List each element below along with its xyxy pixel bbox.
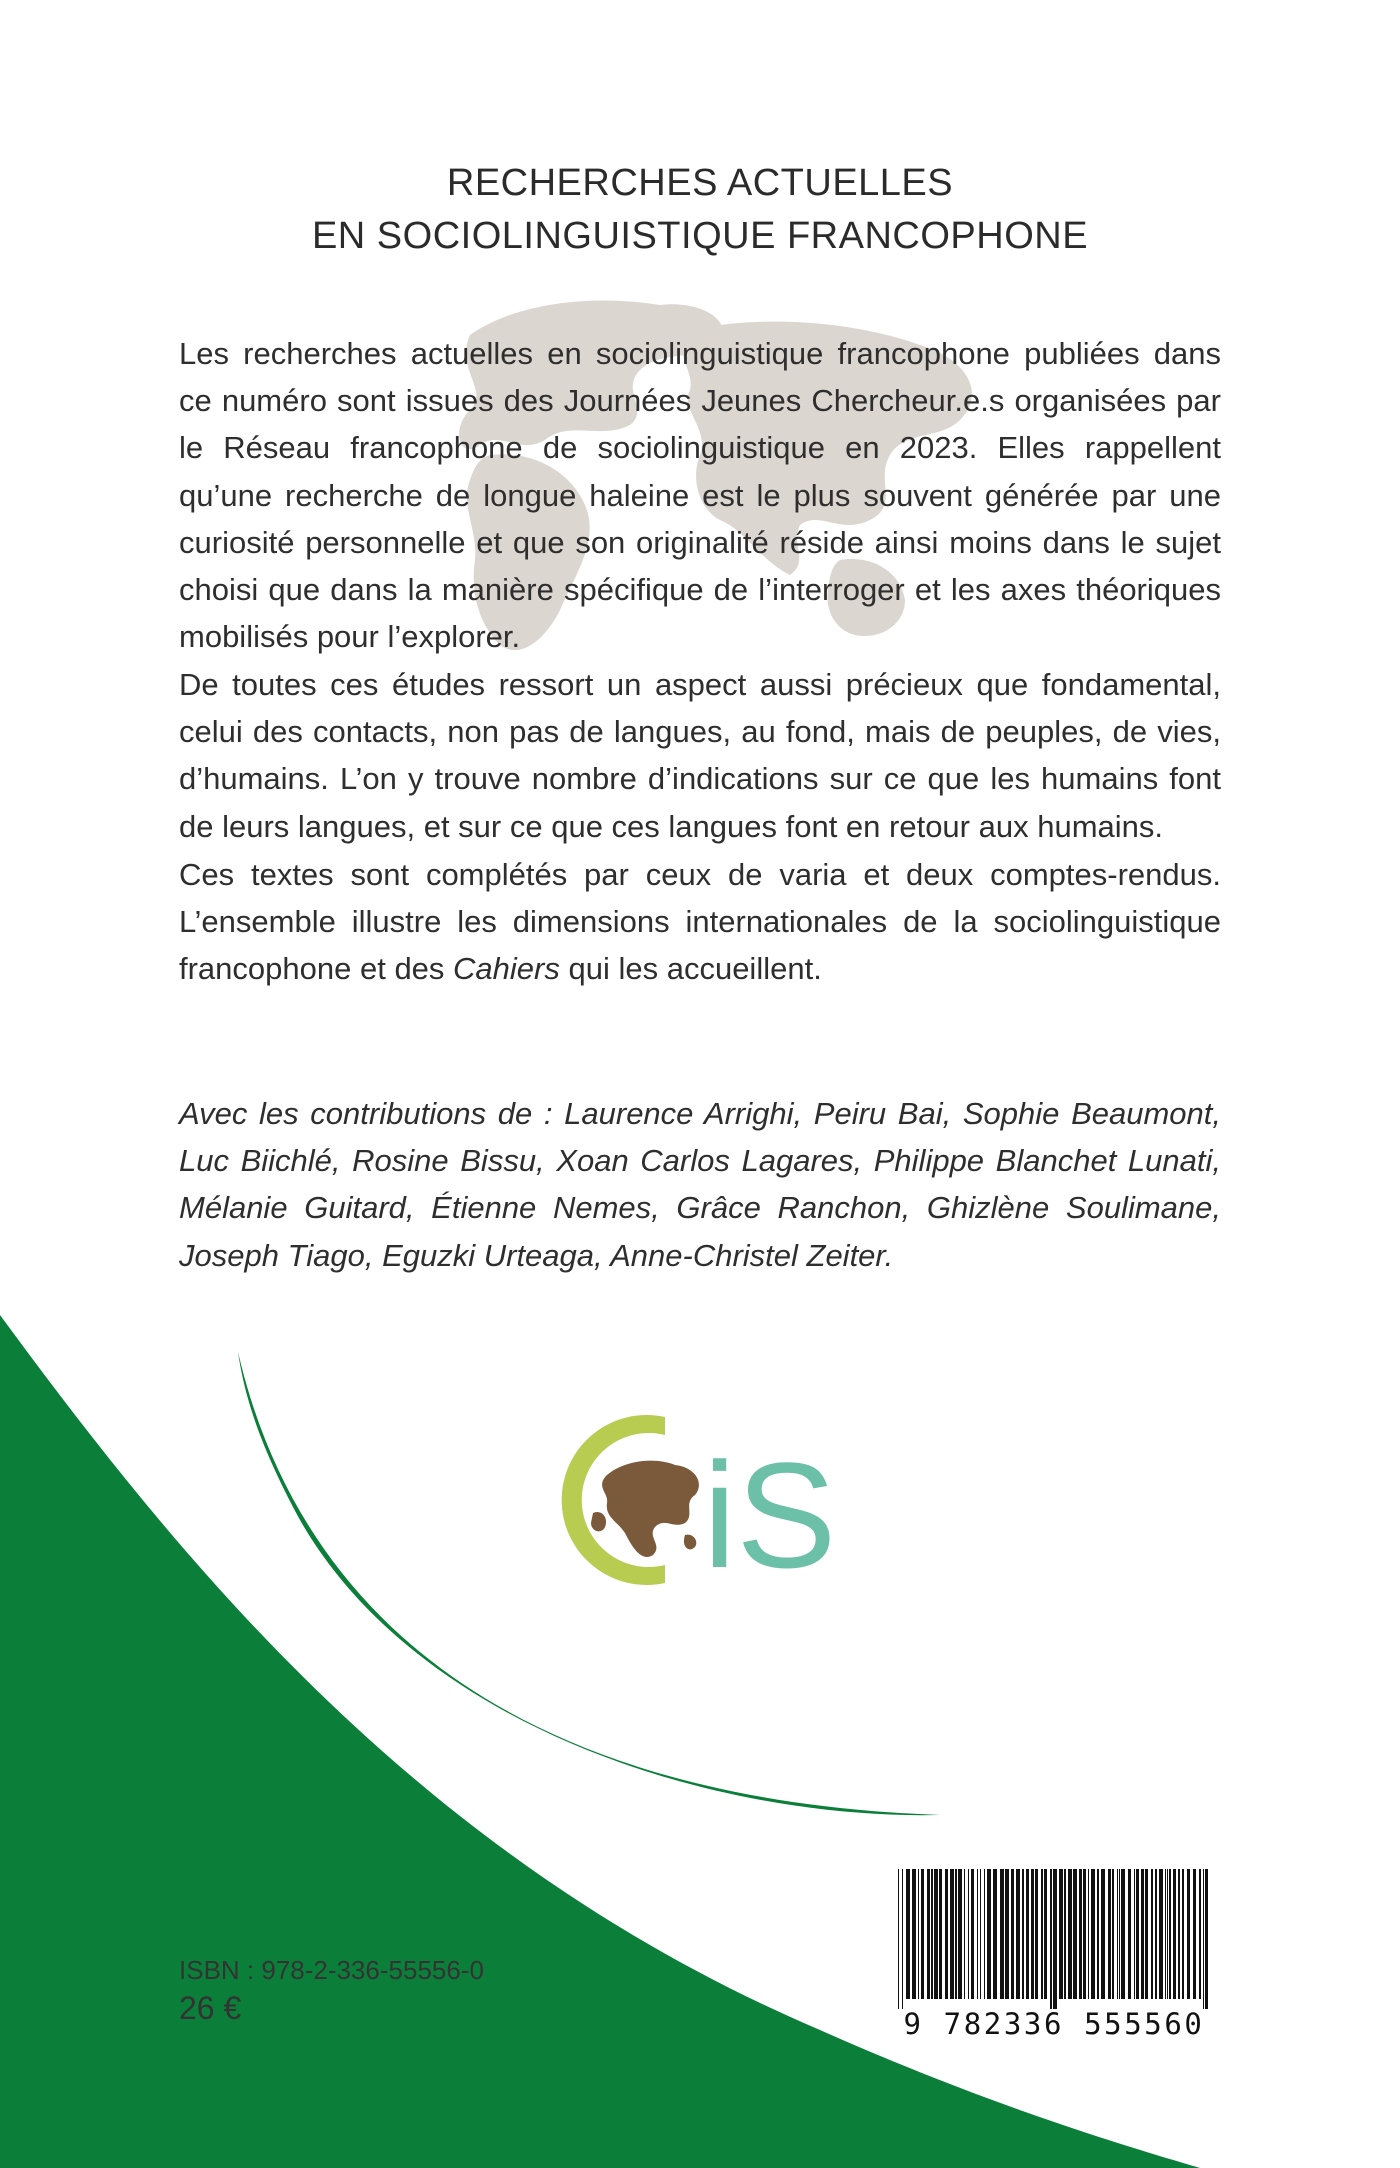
barcode-bar [1091, 1869, 1095, 1999]
barcode-bar [1005, 1869, 1009, 1999]
barcode-bar [984, 1869, 985, 1999]
book-title-line-2: EN SOCIOLINGUISTIQUE FRANCOPHONE [311, 215, 1089, 257]
barcode-bar [1169, 1869, 1171, 1999]
barcode-bar [1159, 1869, 1163, 1999]
barcode-bar [898, 1869, 899, 2009]
summary-paragraph-1: Les recherches actuelles en sociolinguistique francophone publiées dans ce numéro sont issues des Journées Jeunes Chercheur.e.s organisées par le Réseau francophone de sociolinguistique en 2023. Elles rappellent qu’une recherche de longue haleine est le plus souvent générée par une curiosité personnelle et que son originalité réside ainsi moins dans le sujet choisi que dans la manière spécifique de l’interroger et les axes théoriques mobilisés pour l’explorer. [179, 336, 1221, 655]
barcode-bar [912, 1869, 916, 1999]
barcode-bar [945, 1869, 948, 1999]
barcode-bar [934, 1869, 938, 1999]
barcode-bar [1088, 1869, 1089, 1999]
barcode-bar [1079, 1869, 1082, 1999]
summary-paragraph-3-text-b: qui les accueillent. [559, 951, 822, 987]
barcode-bar [1165, 1869, 1166, 1999]
barcode-bar [939, 1869, 942, 1999]
barcode-bar [1035, 1869, 1038, 1999]
barcode-bar [1187, 1869, 1190, 1999]
barcode-bar [950, 1869, 954, 1999]
cis-logo [545, 1405, 855, 1595]
barcode-bar [1178, 1869, 1180, 1999]
barcode-bar [921, 1869, 924, 1999]
barcode-bars [888, 1869, 1220, 2009]
barcode-bar [1193, 1869, 1196, 1999]
barcode-bar [1134, 1869, 1135, 1999]
globe-c-icon [562, 1415, 705, 1585]
barcode-bar [968, 1869, 969, 1999]
barcode-bar [1073, 1869, 1077, 1999]
barcode-bar [971, 1869, 974, 1999]
barcode-bar [1053, 1869, 1057, 2009]
barcode-bar [1041, 1869, 1043, 1999]
barcode-bar [1136, 1869, 1139, 1999]
barcode-bar [977, 1869, 978, 1999]
logo-letters: iS [703, 1431, 837, 1595]
barcode-bar [955, 1869, 957, 1999]
barcode-bar [906, 1869, 910, 1999]
barcode-bar [1059, 1869, 1063, 1999]
barcode-bar [1203, 1869, 1204, 2009]
barcode-bar [1182, 1869, 1184, 1999]
barcode-bar [980, 1869, 981, 1999]
barcode-bar [1050, 1869, 1052, 2009]
barcode-bar [1022, 1869, 1024, 1999]
barcode-bar [1145, 1869, 1148, 1999]
barcode-bar [1121, 1869, 1125, 1999]
barcode-bar [1128, 1869, 1131, 1999]
summary-paragraph-3 [179, 851, 1221, 993]
barcode-bar [1101, 1869, 1105, 1999]
barcode-bar [1141, 1869, 1144, 1999]
barcode-bar [1064, 1869, 1066, 1999]
barcode-bar [1026, 1869, 1029, 1999]
barcode-bar [1068, 1869, 1072, 1999]
book-title-line-1: RECHERCHES ACTUELLES [446, 162, 954, 204]
barcode-bar [958, 1869, 962, 1999]
barcode-bar [1205, 1869, 1208, 2009]
barcode-bar [1031, 1869, 1034, 1999]
barcode-bar [902, 1869, 903, 2009]
journal-name-italic: Cahiers [453, 951, 560, 987]
barcode-bar [1173, 1869, 1176, 1999]
barcode-bar [964, 1869, 965, 1999]
barcode-bar [1044, 1869, 1047, 1999]
barcode-number: 9 782336 555560 [903, 2007, 1205, 2041]
barcode-bar [1155, 1869, 1157, 1999]
barcode-bar [1011, 1869, 1014, 1999]
barcode-bar [993, 1869, 997, 1999]
barcode-bar [1199, 1869, 1201, 1999]
barcode-bar [918, 1869, 919, 1999]
price-text: 26 € [179, 1990, 242, 2026]
barcode-bar [987, 1869, 991, 1999]
barcode-bar [1016, 1869, 1020, 1999]
barcode-bar [1167, 1869, 1168, 1999]
barcode-bar [1108, 1869, 1111, 1999]
summary-paragraph-2: De toutes ces études ressort un aspect aussi précieux que fondamental, celui des contacts, non pas de langues, au fond, mais de peuples, de vies, d’humains. L’on y trouve nombre d’indications sur ce que les humains font de leurs langues, et sur ce que ces langues font en retour aux humains. [179, 667, 1221, 844]
barcode-bar [1112, 1869, 1114, 1999]
barcode [888, 1869, 1220, 2039]
barcode-bar [1083, 1869, 1086, 1999]
summary-paragraph-3-text-a: Ces textes sont complétés par ceux de varia et deux comptes-rendus. L’ensemble illustre les dimensions internationales de la sociolinguistique francophone et des [179, 857, 1221, 987]
barcode-bar [927, 1869, 930, 1999]
barcode-bar [931, 1869, 933, 1999]
barcode-bar [1117, 1869, 1118, 1999]
barcode-bar [1000, 1869, 1004, 1999]
barcode-bar [1097, 1869, 1099, 1999]
barcode-bar [1151, 1869, 1153, 1999]
barcode-bar [1119, 1869, 1120, 1999]
isbn-text: ISBN : 978-2-336-55556-0 [179, 1955, 484, 1985]
contributors-list: Avec les contributions de : Laurence Arrighi, Peiru Bai, Sophie Beaumont, Luc Biichlé, Rosine Bissu, Xoan Carlos Lagares, Philippe Blanchet Lunati, Mélanie Guitard, Étienne Nemes, Grâce Ranchon, Ghizlène Soulimane, Joseph Tiago, Eguzki Urteaga, Anne-Christel Zeiter. [179, 1096, 1221, 1273]
